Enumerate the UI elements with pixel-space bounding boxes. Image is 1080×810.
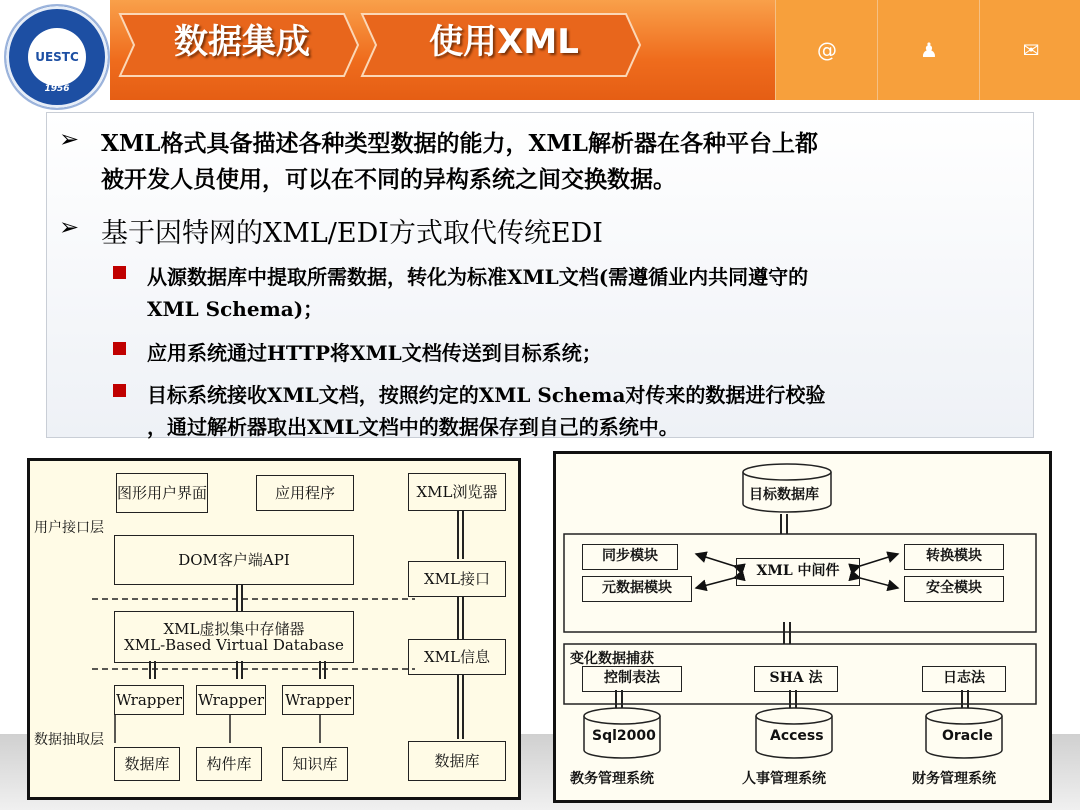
bullet-panel [46, 112, 1034, 438]
bullet3-line2: XML Schema)； [147, 297, 324, 321]
square-bullet-icon [113, 384, 126, 397]
tab-use-xml[interactable] [376, 14, 632, 76]
bullet1-line1: XML格式具备描述各种类型数据的能力，XML解析器在各种平台上都 [101, 130, 818, 157]
database2-box: 数据库 [408, 741, 506, 781]
browser-box: XML浏览器 [408, 473, 506, 511]
sql2000-db: Sql2000 [592, 728, 656, 744]
convert-module-box: 转换模块 [904, 544, 1004, 570]
sync-module-box: 同步模块 [582, 544, 678, 570]
app-box: 应用程序 [256, 475, 354, 511]
bullet1-line2: 被开发人员使用，可以在不同的异构系统之间交换数据。 [101, 166, 676, 193]
mail-icon[interactable]: ✉ [979, 0, 1080, 100]
tab-data-integration[interactable] [132, 14, 352, 76]
wrapper-box-1: Wrapper [114, 685, 184, 715]
system-label-1: 教务管理系统 [570, 771, 654, 787]
tab1-label: 数据集成 [174, 22, 310, 62]
logo-year: 1956 [44, 84, 70, 94]
access-db: Access [770, 728, 824, 744]
control-table-box: 控制表法 [582, 666, 682, 692]
bullet5-line2: ，通过解析器取出XML文档中的数据保存到自己的系统中。 [147, 415, 679, 439]
metadata-module-box: 元数据模块 [582, 576, 692, 602]
bullet5-line1: 目标系统接收XML文档，按照约定的XML Schema对传来的数据进行校验 [147, 383, 826, 407]
component-lib-box: 构件库 [196, 747, 262, 781]
wrapper-box-2: Wrapper [196, 685, 266, 715]
target-db-label: 目标数据库 [749, 487, 819, 503]
dom-api-box: DOM客户端API [114, 535, 354, 585]
extract-layer-label: 数据抽取层 [34, 732, 104, 748]
arrow-bullet-icon: ➢ [59, 125, 80, 153]
change-capture-label: 变化数据捕获 [570, 651, 654, 667]
bullet4: 应用系统通过HTTP将XML文档传送到目标系统； [147, 341, 602, 365]
virtual-db-line2: XML-Based Virtual Database [124, 636, 344, 654]
square-bullet-icon [113, 342, 126, 355]
tab2-label: 使用XML [429, 22, 579, 62]
right-diagram-lines [556, 454, 1049, 800]
system-label-3: 财务管理系统 [912, 771, 996, 787]
user-layer-label: 用户接口层 [34, 520, 104, 536]
logo-text: UESTC [35, 50, 79, 64]
person-icon[interactable]: ♟ [877, 0, 980, 100]
xml-interface-box: XML接口 [408, 561, 506, 597]
xml-info-box: XML信息 [408, 639, 506, 675]
at-icon[interactable]: @ [775, 0, 878, 100]
log-method-box: 日志法 [922, 666, 1006, 692]
security-module-box: 安全模块 [904, 576, 1004, 602]
knowledge-lib-box: 知识库 [282, 747, 348, 781]
virtual-db-line1: XML虚拟集中存储器 [163, 619, 305, 638]
bullet2: 基于因特网的XML/EDI方式取代传统EDI [101, 218, 603, 249]
bullet3-line1: 从源数据库中提取所需数据，转化为标准XML文档(需遵循业内共同遵守的 [147, 265, 809, 289]
system-label-2: 人事管理系统 [742, 771, 826, 787]
gui-box: 图形用户界面 [116, 473, 208, 513]
database-box: 数据库 [114, 747, 180, 781]
right-middleware-diagram [553, 451, 1052, 803]
square-bullet-icon [113, 266, 126, 279]
arrow-bullet-icon: ➢ [59, 213, 80, 241]
sha-method-box: SHA 法 [754, 666, 838, 692]
virtual-db-box [114, 611, 354, 663]
oracle-db: Oracle [942, 728, 993, 744]
xml-middleware-box: XML 中间件 [736, 558, 860, 586]
left-architecture-diagram [27, 458, 521, 800]
wrapper-box-3: Wrapper [282, 685, 354, 715]
